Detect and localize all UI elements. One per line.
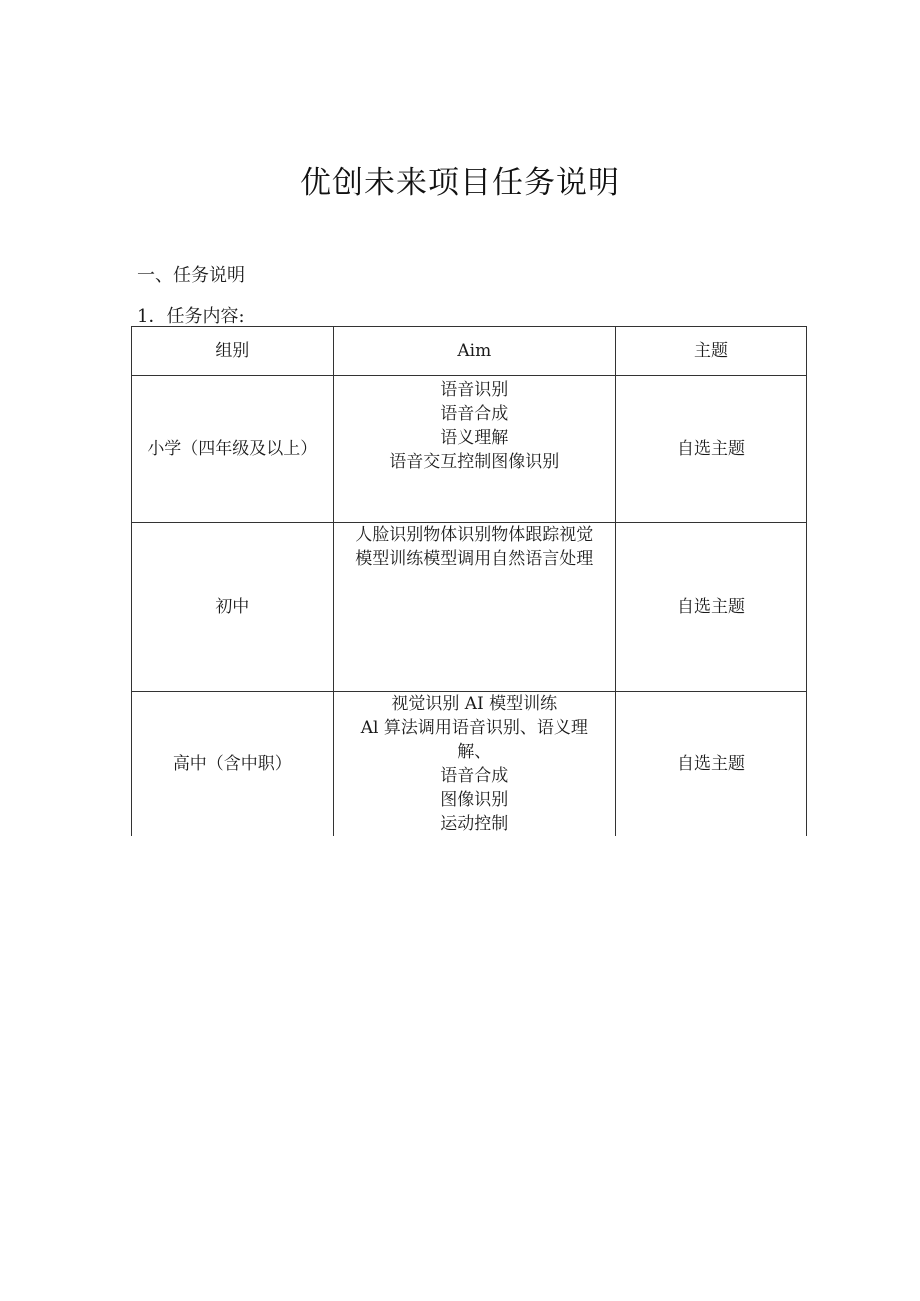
aim-line: 语义理解 xyxy=(440,428,509,448)
group-cell: 初中 xyxy=(132,523,334,692)
aim-line: 运动控制 xyxy=(440,814,509,834)
theme-cell: 自选主题 xyxy=(615,376,806,523)
task-table xyxy=(131,326,807,836)
table-row xyxy=(132,692,807,837)
aim-line: 人脸识别物体识别物体跟踪视觉 xyxy=(355,525,594,545)
header-group: 组别 xyxy=(132,327,334,376)
aim-cell xyxy=(333,523,615,692)
aim-line: 语音识别 xyxy=(440,380,509,400)
document-title: 优创未来项目任务说明 xyxy=(300,165,620,201)
aim-line: 图像识别 xyxy=(440,790,509,810)
aim-line: 解、 xyxy=(457,742,492,762)
theme-cell: 自选主题 xyxy=(615,523,806,692)
theme-cell: 自选主题 xyxy=(615,692,806,837)
aim-line: 语音交互控制图像识别 xyxy=(389,452,560,472)
header-theme: 主题 xyxy=(615,327,806,376)
aim-line: 模型训练模型调用自然语言处理 xyxy=(355,549,594,569)
aim-line: 语音合成 xyxy=(440,766,509,786)
section-heading: 一、任务说明 xyxy=(137,265,245,286)
aim-line: Al 算法调用语音识别、语义理 xyxy=(360,718,588,738)
table-row xyxy=(132,523,807,692)
aim-line: 视觉识别 AI 模型训练 xyxy=(391,694,558,714)
aim-cell xyxy=(333,376,615,523)
aim-cell xyxy=(333,692,615,837)
table-header-row xyxy=(132,327,807,376)
table-row xyxy=(132,376,807,523)
header-aim: Aim xyxy=(333,327,615,376)
aim-line: 语音合成 xyxy=(440,404,509,424)
group-cell: 高中（含中职） xyxy=(132,692,334,837)
subsection-heading: 1．任务内容: xyxy=(137,306,245,327)
group-cell: 小学（四年级及以上） xyxy=(132,376,334,523)
